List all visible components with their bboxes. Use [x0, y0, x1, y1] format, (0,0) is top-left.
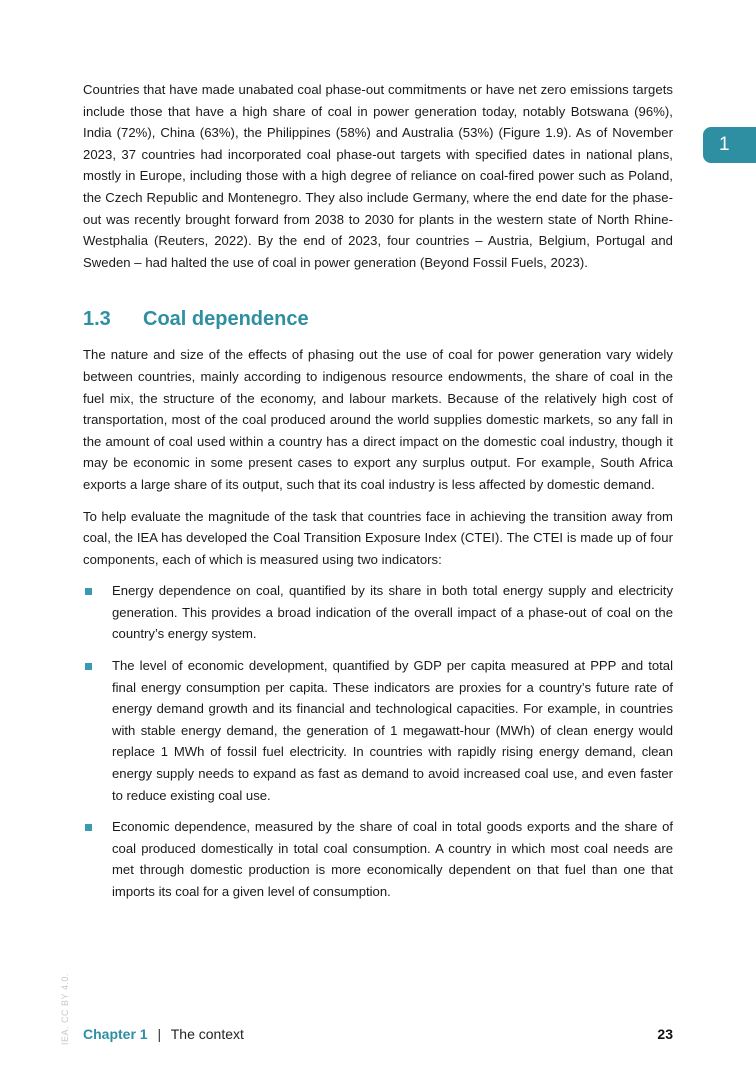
square-bullet-icon [85, 824, 92, 831]
square-bullet-icon [85, 663, 92, 670]
section-number: 1.3 [83, 308, 111, 331]
square-bullet-icon [85, 588, 92, 595]
list-item-text: The level of economic development, quantified by GDP per capita measured at PPP and total final energy consumption per capita. These indicators are proxies for a country’s future rate of energy demand growth and its financial and technological capacities. For example, in countries with stable energy demand, the generation of 1 megawatt-hour (MWh) of clean energy would replace 1 MWh of fossil fuel electricity. In countries with rapidly rising energy demand, clean energy supply needs to expand as fast as demand to avoid increased coal use, and even faster to reduce existing coal use. [112, 658, 673, 803]
page-footer [83, 1024, 673, 1044]
footer-separator: | [157, 1026, 162, 1042]
section-paragraph: The nature and size of the effects of phasing out the use of coal for power generation vary widely between countries, mainly according to indigenous resource endowments, the share of coal in the fuel mix, the structure of the economy, and labour markets. Because of the relatively high cost of transportation, most of the coal produced around the world supplies domestic markets, so any fall in the amount of coal used within a country has a direct impact on the domestic coal industry, though it may be economic in some present cases to export any surplus output. For example, South Africa exports a large share of its output, such that its coal industry is less affected by domestic demand. [83, 347, 673, 492]
license-notice: IEA. CC BY 4.0. [60, 973, 70, 1045]
footer-chapter-title: The context [170, 1026, 244, 1042]
section-title: Coal dependence [143, 308, 309, 331]
intro-paragraph: Countries that have made unabated coal phase-out commitments or have net zero emissions targets include those that have a high share of coal in power generation today, notably Botswana (96%), India (72%), China (63%), the Philippines (58%) and Australia (53%) (Figure 1.9). As of November 2023, 37 countries had incorporated coal phase-out targets with specified dates in national plans, mostly in Europe, including those with a high degree of reliance on coal-fired power such as Poland, the Czech Republic and Montenegro. They also include Germany, where the end date for the phase-out was recently brought forward from 2038 to 2030 for plants in the western state of North Rhine-Westphalia (Reuters, 2022). By the end of 2023, four countries – Austria, Belgium, Portugal and Sweden – had halted the use of coal in power generation (Beyond Fossil Fuels, 2023). [83, 82, 673, 270]
list-item [83, 580, 673, 645]
component-list [83, 580, 673, 902]
section-paragraph: To help evaluate the magnitude of the task that countries face in achieving the transition away from coal, the IEA has developed the Coal Transition Exposure Index (CTEI). The CTEI is made up of four components, each of which is measured using two indicators: [83, 508, 673, 567]
footer-chapter-label: Chapter 1 [83, 1026, 148, 1042]
list-item-text: Energy dependence on coal, quantified by its share in both total energy supply and electricity generation. This provides a broad indication of the overall impact of a phase-out of coal on the country’s energy system. [112, 583, 673, 642]
chapter-tab-number: 1 [719, 134, 730, 155]
list-item [83, 816, 673, 902]
chapter-tab [703, 127, 756, 163]
list-item [83, 655, 673, 806]
section-heading [83, 306, 673, 332]
page-number: 23 [657, 1026, 673, 1042]
page-content [83, 79, 673, 913]
list-item-text: Economic dependence, measured by the share of coal in total goods exports and the share of coal produced domestically in total coal consumption. A country in which most coal needs are met through domestic production is more economically dependent on that fuel than one that imports its coal for a given level of consumption. [112, 819, 673, 899]
